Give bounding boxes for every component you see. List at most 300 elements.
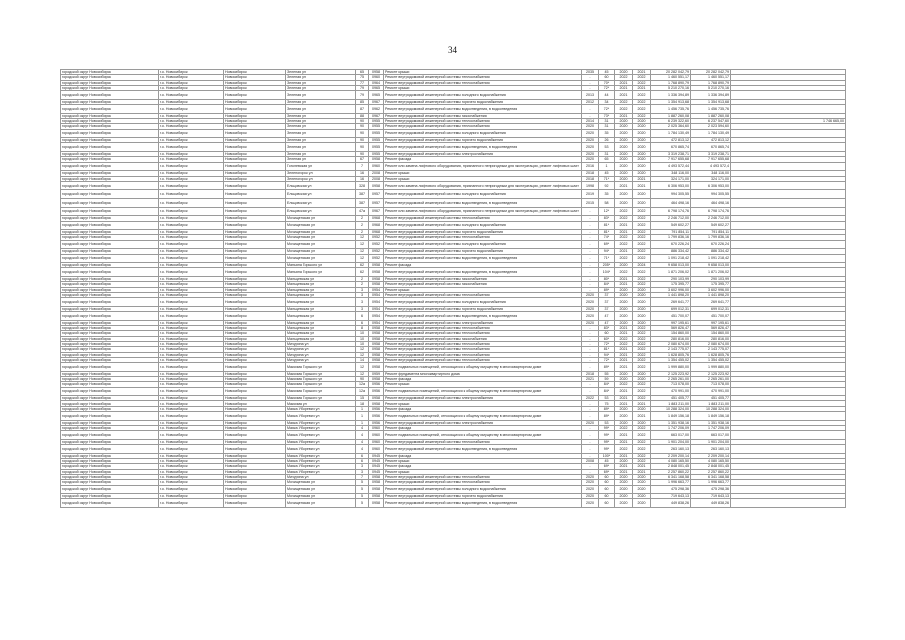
cell-locality-type: г.о. Новосибирск xyxy=(159,277,224,282)
cell-house-code: 0968 xyxy=(369,221,384,230)
cell-house-number: 14 xyxy=(356,357,369,362)
cell-street: Маяка Уборевич ул xyxy=(286,453,356,458)
cell-locality-type: г.о. Новосибирск xyxy=(159,474,224,479)
table-row xyxy=(61,199,846,208)
table-row xyxy=(61,320,846,325)
cell-house-number: 6 xyxy=(356,453,369,458)
cell-municipality: городской округ Новосибирск xyxy=(61,138,159,143)
cell-plan-start: 2021 xyxy=(615,387,633,396)
cell-locality-type: г.о. Новосибирск xyxy=(159,254,224,263)
cell-municipality: городской округ Новосибирск xyxy=(61,312,159,321)
table-row xyxy=(61,357,846,362)
cell-locality-type: г.о. Новосибирск xyxy=(159,382,224,387)
cell-wear-percent: 60 xyxy=(599,480,615,485)
cell-house-code: 0954 xyxy=(369,320,384,325)
cell-settlement: Новосибирск xyxy=(224,268,286,277)
cell-total-cost: 1 336 394,89 xyxy=(651,91,691,100)
table-row xyxy=(61,190,846,199)
cell-house-code: 0965 xyxy=(369,85,384,90)
cell-total-cost: 2 257 860,22 xyxy=(651,469,691,474)
cell-other-cost xyxy=(731,412,846,421)
cell-municipality: городской округ Новосибирск xyxy=(61,143,159,152)
cell-house-number: 12 xyxy=(356,249,369,254)
cell-house-number: 15 xyxy=(356,396,369,401)
cell-plan-start: 2022 xyxy=(615,207,633,216)
cell-locality-type: г.о. Новосибирск xyxy=(159,396,224,401)
cell-house-number: 10 xyxy=(356,331,369,336)
cell-plan-start: 2020 xyxy=(615,152,633,157)
table-row xyxy=(61,216,846,221)
cell-plan-end: 2022 xyxy=(633,105,651,114)
cell-house-number: 85 xyxy=(356,99,369,104)
cell-fund-cost: 1 871 206,02 xyxy=(691,268,731,277)
cell-house-code: 0955 xyxy=(369,118,384,123)
table-row xyxy=(61,347,846,352)
cell-plan-end: 2022 xyxy=(633,75,651,80)
cell-last-repair-year: 2020 xyxy=(582,292,599,297)
cell-house-number: 12а xyxy=(356,387,369,396)
cell-fund-cost: 1 784 130,49 xyxy=(691,129,731,138)
table-row xyxy=(61,143,846,152)
cell-last-repair-year: 2020 xyxy=(582,143,599,152)
cell-wear-percent: 80* xyxy=(599,277,615,282)
cell-plan-end: 2020 xyxy=(633,312,651,321)
cell-house-code: 2008 xyxy=(369,176,384,181)
cell-plan-start: 2020 xyxy=(615,124,633,129)
cell-street: Маяка Уборевич ул xyxy=(286,445,356,454)
cell-plan-start: 2022 xyxy=(615,99,633,104)
cell-wear-percent: 99* xyxy=(599,445,615,454)
cell-wear-percent: 205* xyxy=(599,263,615,268)
cell-last-repair-year: - xyxy=(582,113,599,118)
cell-fund-cost: 1 628 805,76 xyxy=(691,352,731,357)
cell-work-type: Ремонт фасада xyxy=(384,263,582,268)
cell-wear-percent: 53 xyxy=(599,143,615,152)
cell-last-repair-year: - xyxy=(582,254,599,263)
table-row xyxy=(61,396,846,401)
cell-street: Маяка Уборевич ул xyxy=(286,439,356,444)
cell-total-cost: 569 826,47 xyxy=(651,326,691,331)
cell-locality-type: г.о. Новосибирск xyxy=(159,221,224,230)
cell-house-number: 5 xyxy=(356,485,369,494)
cell-street: Ельцовская ул xyxy=(286,199,356,208)
table-row xyxy=(61,152,846,157)
cell-settlement: Новосибирск xyxy=(224,347,286,352)
cell-municipality: городской округ Новосибирск xyxy=(61,80,159,85)
cell-municipality: городской округ Новосибирск xyxy=(61,249,159,254)
cell-fund-cost: 10 288 324,00 xyxy=(691,406,731,411)
cell-total-cost: 1 883 211,00 xyxy=(651,401,691,406)
cell-locality-type: г.о. Новосибирск xyxy=(159,181,224,190)
cell-work-type: Ремонт внутридомовой инженерной системы холодного водоснабжения xyxy=(384,240,582,249)
cell-locality-type: г.о. Новосибирск xyxy=(159,357,224,362)
cell-house-code: 0958 xyxy=(369,70,384,75)
cell-wear-percent: 104* xyxy=(599,268,615,277)
cell-settlement: Новосибирск xyxy=(224,336,286,341)
cell-plan-end: 2020 xyxy=(633,190,651,199)
cell-total-cost: 475 298,36 xyxy=(651,485,691,494)
cell-work-type: Ремонт внутридомовой инженерной системы теплоснабжения xyxy=(384,357,582,362)
cell-locality-type: г.о. Новосибирск xyxy=(159,464,224,469)
cell-last-repair-year: - xyxy=(582,240,599,249)
cell-house-code: 0955 xyxy=(369,124,384,129)
table-row xyxy=(61,113,846,118)
cell-plan-start: 2020 xyxy=(615,138,633,143)
cell-fund-cost: 1 460 551,17 xyxy=(691,75,731,80)
cell-fund-cost: 472 813,12 xyxy=(691,138,731,143)
cell-total-cost: 2 080 674,00 xyxy=(651,341,691,346)
table-row xyxy=(61,494,846,499)
cell-work-type: Ремонт крыши xyxy=(384,287,582,292)
cell-fund-cost: 791 854,11 xyxy=(691,230,731,235)
cell-other-cost xyxy=(731,105,846,114)
cell-municipality: городской округ Новосибирск xyxy=(61,425,159,430)
cell-settlement: Новосибирск xyxy=(224,70,286,75)
cell-settlement: Новосибирск xyxy=(224,326,286,331)
cell-settlement: Новосибирск xyxy=(224,152,286,157)
cell-plan-end: 2022 xyxy=(633,230,651,235)
cell-plan-start: 2021 xyxy=(615,439,633,444)
cell-municipality: городской округ Новосибирск xyxy=(61,162,159,171)
cell-plan-start: 2021 xyxy=(615,80,633,85)
cell-fund-cost: 175 395,77 xyxy=(691,282,731,287)
cell-work-type: Ремонт подвальных помещений, относящихся к общему имуществу в многоквартирном доме xyxy=(384,363,582,372)
cell-house-code: 0960 xyxy=(369,431,384,440)
cell-street: Маньяна Горького ул xyxy=(286,268,356,277)
cell-house-number: 387 xyxy=(356,190,369,199)
cell-house-number: 16 xyxy=(356,171,369,176)
cell-plan-start: 2022 xyxy=(615,268,633,277)
cell-locality-type: г.о. Новосибирск xyxy=(159,347,224,352)
cell-municipality: городской округ Новосибирск xyxy=(61,494,159,499)
cell-municipality: городской округ Новосибирск xyxy=(61,412,159,421)
cell-settlement: Новосибирск xyxy=(224,377,286,382)
cell-settlement: Новосибирск xyxy=(224,230,286,235)
cell-fund-cost: 670 865,74 xyxy=(691,143,731,152)
cell-settlement: Новосибирск xyxy=(224,240,286,249)
cell-locality-type: г.о. Новосибирск xyxy=(159,425,224,430)
cell-fund-cost: 994 305,55 xyxy=(691,190,731,199)
cell-settlement: Новосибирск xyxy=(224,387,286,396)
cell-last-repair-year: - xyxy=(582,425,599,430)
cell-plan-start: 2020 xyxy=(615,157,633,162)
cell-plan-start: 2020 xyxy=(615,412,633,421)
table-row xyxy=(61,331,846,336)
cell-street: Зеленая ул xyxy=(286,124,356,129)
cell-settlement: Новосибирск xyxy=(224,91,286,100)
cell-plan-start: 2022 xyxy=(615,382,633,387)
cell-work-type: Ремонт внутридомовой инженерной системы водоотведения, в водоотведения xyxy=(384,312,582,321)
cell-house-number: 77 xyxy=(356,80,369,85)
cell-work-type: Ремонт фасада xyxy=(384,464,582,469)
cell-municipality: городской округ Новосибирск xyxy=(61,292,159,297)
cell-settlement: Новосибирск xyxy=(224,221,286,230)
cell-house-number: 1 xyxy=(356,412,369,421)
cell-house-number: 10 xyxy=(356,336,369,341)
table-row xyxy=(61,474,846,479)
cell-house-code: 0945 xyxy=(369,464,384,469)
cell-street: Мочищенская ул xyxy=(286,254,356,263)
cell-settlement: Новосибирск xyxy=(224,124,286,129)
cell-settlement: Новосибирск xyxy=(224,263,286,268)
cell-locality-type: г.о. Новосибирск xyxy=(159,287,224,292)
cell-total-cost: 324 171,00 xyxy=(651,176,691,181)
cell-locality-type: г.о. Новосибирск xyxy=(159,138,224,143)
cell-last-repair-year: - xyxy=(582,439,599,444)
cell-total-cost: 1 999 880,00 xyxy=(651,363,691,372)
cell-work-type: Ремонт внутридомовой инженерной системы холодного водоснабжения xyxy=(384,298,582,307)
cell-plan-start: 2020 xyxy=(615,199,633,208)
cell-wear-percent: 74* xyxy=(599,235,615,240)
cell-wear-percent: 35 xyxy=(599,190,615,199)
cell-house-code: 0958 xyxy=(369,485,384,494)
cell-locality-type: г.о. Новосибирск xyxy=(159,469,224,474)
cell-other-cost xyxy=(731,499,846,508)
cell-locality-type: г.о. Новосибирск xyxy=(159,268,224,277)
cell-last-repair-year: 2018 xyxy=(582,176,599,181)
cell-plan-end: 2022 xyxy=(633,99,651,104)
cell-house-number: 67 xyxy=(356,157,369,162)
cell-municipality: городской округ Новосибирск xyxy=(61,221,159,230)
cell-settlement: Новосибирск xyxy=(224,453,286,458)
cell-street: Мальцевская ул xyxy=(286,336,356,341)
cell-municipality: городской округ Новосибирск xyxy=(61,377,159,382)
cell-last-repair-year: 1998 xyxy=(582,181,599,190)
cell-street: Мочищенская ул xyxy=(286,494,356,499)
cell-work-type: Ремонт внутридомовой инженерной системы холодного водоснабжения xyxy=(384,221,582,230)
cell-fund-cost: 6 798 174,76 xyxy=(691,207,731,216)
cell-fund-cost: 569 826,47 xyxy=(691,326,731,331)
cell-fund-cost: 269 641,77 xyxy=(691,298,731,307)
cell-total-cost: 2 025 364,60 xyxy=(651,124,691,129)
cell-plan-end: 2020 xyxy=(633,298,651,307)
cell-municipality: городской округ Новосибирск xyxy=(61,113,159,118)
cell-total-cost: 1 747 206,09 xyxy=(651,425,691,430)
cell-municipality: городской округ Новосибирск xyxy=(61,480,159,485)
cell-wear-percent: 12* xyxy=(599,207,615,216)
cell-street: Зеленая ул xyxy=(286,113,356,118)
cell-settlement: Новосибирск xyxy=(224,459,286,464)
cell-municipality: городской округ Новосибирск xyxy=(61,474,159,479)
cell-fund-cost: 1 901 204,00 xyxy=(691,439,731,444)
cell-plan-end: 2022 xyxy=(633,277,651,282)
cell-work-type: Ремонт внутридомовой инженерной системы горячего водоснабжения xyxy=(384,249,582,254)
cell-plan-end: 2020 xyxy=(633,377,651,382)
cell-last-repair-year: - xyxy=(582,357,599,362)
cell-plan-end: 2022 xyxy=(633,91,651,100)
cell-house-code: 0958 xyxy=(369,336,384,341)
cell-wear-percent: 47 xyxy=(599,320,615,325)
cell-plan-start: 2020 xyxy=(615,70,633,75)
cell-work-type: Ремонт внутридомовой инженерной системы теплоснабжения xyxy=(384,347,582,352)
cell-plan-start: 2020 xyxy=(615,143,633,152)
table-row xyxy=(61,124,846,129)
cell-street: Мочищенская ул xyxy=(286,230,356,235)
cell-fund-cost: 154 860,00 xyxy=(691,331,731,336)
cell-house-code: 0958 xyxy=(369,181,384,190)
cell-last-repair-year: 2020 xyxy=(582,306,599,311)
cell-street: Мочищенская ул xyxy=(286,485,356,494)
cell-house-code: 0956 xyxy=(369,412,384,421)
cell-last-repair-year: - xyxy=(582,412,599,421)
cell-house-number: 1 xyxy=(356,406,369,411)
cell-settlement: Новосибирск xyxy=(224,181,286,190)
cell-locality-type: г.о. Новосибирск xyxy=(159,485,224,494)
cell-locality-type: г.о. Новосибирск xyxy=(159,387,224,396)
cell-plan-end: 2020 xyxy=(633,157,651,162)
cell-locality-type: г.о. Новосибирск xyxy=(159,216,224,221)
cell-plan-start: 2020 xyxy=(615,494,633,499)
cell-fund-cost: 1 354 913,68 xyxy=(691,99,731,104)
cell-plan-end: 2020 xyxy=(633,320,651,325)
cell-total-cost: 1 996 663,77 xyxy=(651,480,691,485)
cell-wear-percent: 89* xyxy=(599,363,615,372)
cell-settlement: Новосибирск xyxy=(224,190,286,199)
cell-plan-end: 2022 xyxy=(633,113,651,118)
cell-work-type: Ремонт внутридомовой инженерной системы теплоснабжения xyxy=(384,326,582,331)
cell-street: Зеленогорск ул xyxy=(286,176,356,181)
cell-house-code: 0945 xyxy=(369,469,384,474)
cell-plan-start: 2022 xyxy=(615,336,633,341)
table-row xyxy=(61,282,846,287)
table-row xyxy=(61,499,846,508)
cell-total-cost: 549 602,27 xyxy=(651,221,691,230)
cell-house-code: 0958 xyxy=(369,352,384,357)
cell-municipality: городской округ Новосибирск xyxy=(61,105,159,114)
cell-house-code: 0958 xyxy=(369,263,384,268)
cell-house-number: 18 xyxy=(356,401,369,406)
cell-locality-type: г.о. Новосибирск xyxy=(159,341,224,346)
cell-house-number: 12 xyxy=(356,240,369,249)
cell-house-number: 3 xyxy=(356,292,369,297)
cell-work-type: Ремонт крыши xyxy=(384,70,582,75)
cell-street: Зеленая ул xyxy=(286,75,356,80)
cell-municipality: городской округ Новосибирск xyxy=(61,439,159,444)
cell-fund-cost: 1 354 455,02 xyxy=(691,357,731,362)
cell-municipality: городской округ Новосибирск xyxy=(61,445,159,454)
table-row xyxy=(61,371,846,376)
cell-plan-end: 2020 xyxy=(633,494,651,499)
cell-locality-type: г.о. Новосибирск xyxy=(159,494,224,499)
cell-wear-percent: 70* xyxy=(599,80,615,85)
cell-street: Мочищенская ул xyxy=(286,480,356,485)
cell-plan-start: 2021 xyxy=(615,249,633,254)
cell-total-cost: 449 838,26 xyxy=(651,499,691,508)
cell-plan-start: 2020 xyxy=(615,480,633,485)
cell-last-repair-year: - xyxy=(582,445,599,454)
cell-house-code: 0958 xyxy=(369,494,384,499)
cell-municipality: городской округ Новосибирск xyxy=(61,298,159,307)
cell-wear-percent: 71* xyxy=(599,254,615,263)
cell-work-type: Ремонт внутридомовой инженерной системы холодного водоснабжения xyxy=(384,190,582,199)
cell-work-type: Ремонт фасада xyxy=(384,425,582,430)
cell-plan-end: 2022 xyxy=(633,382,651,387)
cell-plan-start: 2021 xyxy=(615,91,633,100)
cell-municipality: городской округ Новосибирск xyxy=(61,287,159,292)
cell-house-code: 0956 xyxy=(369,420,384,425)
repair-schedule-table-wrap xyxy=(60,69,845,508)
cell-plan-end: 2022 xyxy=(633,221,651,230)
table-row xyxy=(61,268,846,277)
cell-street: Зеленая ул xyxy=(286,118,356,123)
cell-locality-type: г.о. Новосибирск xyxy=(159,152,224,157)
cell-plan-end: 2022 xyxy=(633,254,651,263)
cell-settlement: Новосибирск xyxy=(224,235,286,240)
page-number: 34 xyxy=(448,45,457,55)
cell-plan-end: 2020 xyxy=(633,143,651,152)
cell-locality-type: г.о. Новосибирск xyxy=(159,312,224,321)
cell-total-cost: 4 493 572,44 xyxy=(651,162,691,171)
cell-last-repair-year: 2021 xyxy=(582,377,599,382)
cell-fund-cost: 7 917 655,68 xyxy=(691,157,731,162)
cell-total-cost: 997 195,61 xyxy=(651,320,691,325)
cell-house-code: 0952 xyxy=(369,240,384,249)
cell-locality-type: г.о. Новосибирск xyxy=(159,75,224,80)
cell-wear-percent: 53 xyxy=(599,396,615,401)
cell-street: Гоголевская ул xyxy=(286,162,356,171)
cell-fund-cost: 1 999 880,00 xyxy=(691,363,731,372)
cell-house-code: 0960 xyxy=(369,439,384,444)
cell-locality-type: г.о. Новосибирск xyxy=(159,263,224,268)
cell-house-number: 4 xyxy=(356,445,369,454)
cell-wear-percent: 83* xyxy=(599,326,615,331)
cell-work-type: Ремонт внутридомовой инженерной системы газоснабжения xyxy=(384,113,582,118)
cell-street: Ельцовская ул xyxy=(286,207,356,216)
cell-work-type: Ремонт крыши xyxy=(384,469,582,474)
cell-locality-type: г.о. Новосибирск xyxy=(159,80,224,85)
table-row xyxy=(61,138,846,143)
cell-other-cost xyxy=(731,485,846,494)
cell-house-number: 90 xyxy=(356,143,369,152)
cell-settlement: Новосибирск xyxy=(224,363,286,372)
cell-work-type: Ремонт внутридомовой инженерной системы водоотведения, в водоотведения xyxy=(384,199,582,208)
cell-plan-end: 2021 xyxy=(633,469,651,474)
cell-work-type: Ремонт внутридомовой инженерной системы водоотведения, в водоотведения xyxy=(384,268,582,277)
cell-settlement: Новосибирск xyxy=(224,469,286,474)
cell-locality-type: г.о. Новосибирск xyxy=(159,118,224,123)
cell-fund-cost: 290 103,99 xyxy=(691,277,731,282)
cell-work-type: Ремонт внутридомовой инженерной системы водоотведения, в водоотведения xyxy=(384,499,582,508)
cell-fund-cost: 699 012,31 xyxy=(691,306,731,311)
cell-plan-end: 2021 xyxy=(633,401,651,406)
cell-plan-start: 2021 xyxy=(615,363,633,372)
cell-locality-type: г.о. Новосибирск xyxy=(159,298,224,307)
cell-locality-type: г.о. Новосибирск xyxy=(159,371,224,376)
cell-street: Зеленая ул xyxy=(286,70,356,75)
cell-work-type: Ремонт внутридомовой инженерной системы электроснабжения xyxy=(384,420,582,425)
cell-municipality: городской округ Новосибирск xyxy=(61,124,159,129)
cell-plan-end: 2022 xyxy=(633,80,651,85)
cell-plan-end: 2020 xyxy=(633,474,651,479)
cell-municipality: городской округ Новосибирск xyxy=(61,396,159,401)
cell-total-cost: 6 239 322,60 xyxy=(651,118,691,123)
cell-house-number: 12 xyxy=(356,352,369,357)
cell-house-code: 0967 xyxy=(369,113,384,118)
cell-last-repair-year: - xyxy=(582,235,599,240)
cell-settlement: Новосибирск xyxy=(224,357,286,362)
cell-municipality: городской округ Новосибирск xyxy=(61,235,159,240)
cell-municipality: городской округ Новосибирск xyxy=(61,357,159,362)
cell-locality-type: г.о. Новосибирск xyxy=(159,113,224,118)
cell-last-repair-year: 2020 xyxy=(582,152,599,157)
cell-wear-percent: 60 xyxy=(599,485,615,494)
cell-other-cost xyxy=(731,190,846,199)
cell-last-repair-year: 2013 xyxy=(582,91,599,100)
cell-plan-start: 2022 xyxy=(615,235,633,240)
cell-total-cost: 886 334,42 xyxy=(651,249,691,254)
cell-house-code: 0962 xyxy=(369,105,384,114)
cell-last-repair-year: - xyxy=(582,249,599,254)
